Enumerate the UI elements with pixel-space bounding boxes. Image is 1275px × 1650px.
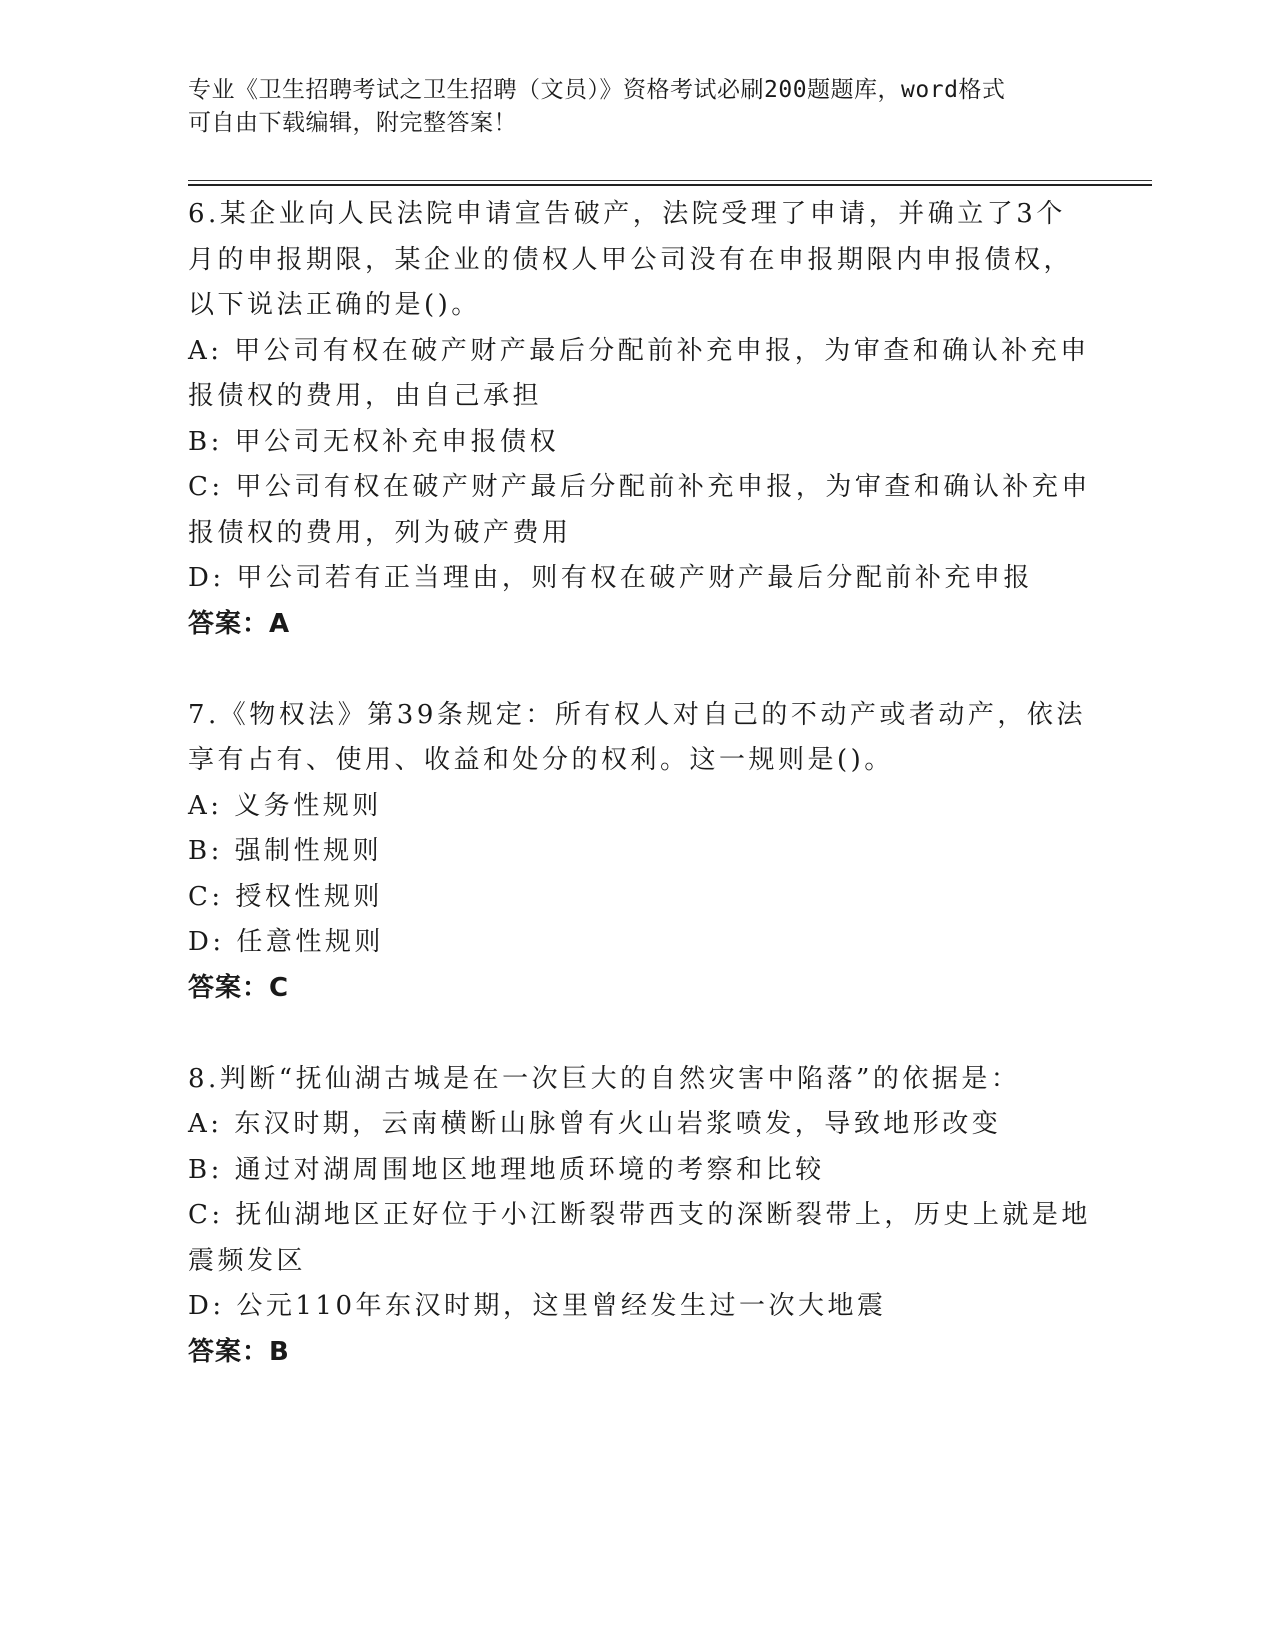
option-b: B: 甲公司无权补充申报债权	[188, 426, 560, 457]
header-divider-thin	[188, 180, 1152, 181]
question-spacer	[188, 647, 1088, 693]
question-7	[188, 693, 1088, 1012]
question-8	[188, 1057, 1091, 1376]
question-stem-line: 6.某企业向人民法院申请宣告破产，法院受理了申请，并确立了3个	[188, 199, 1066, 229]
answer: 答案：C	[188, 972, 290, 1003]
option-a: A: 甲公司有权在破产财产最后分配前补充申报，为审查和确认补充申	[188, 335, 1090, 366]
question-stem-line: 享有占有、使用、收益和处分的权利。这一规则是()。	[188, 745, 894, 775]
option-a: A: 义务性规则	[188, 790, 382, 821]
option-b: B: 通过对湖周围地区地理地质环境的考察和比较	[188, 1154, 825, 1185]
option-d: D: 公元110年东汉时期，这里曾经发生过一次大地震	[188, 1291, 887, 1321]
question-list	[188, 192, 1091, 1375]
document-header	[188, 74, 1068, 140]
question-stem-line: 月的申报期限，某企业的债权人甲公司没有在申报期限内申报债权，	[188, 244, 1074, 275]
header-divider-thick	[188, 184, 1152, 186]
option-d: D: 甲公司若有正当理由，则有权在破产财产最后分配前补充申报	[188, 563, 1033, 593]
option-a: A: 东汉时期，云南横断山脉曾有火山岩浆喷发，导致地形改变	[188, 1109, 1002, 1139]
question-stem-line: 以下说法正确的是()。	[188, 290, 481, 320]
answer: 答案：A	[188, 608, 291, 639]
option-b: B: 强制性规则	[188, 836, 383, 866]
option-c: C: 甲公司有权在破产财产最后分配前补充申报，为审查和确认补充申	[188, 472, 1091, 502]
question-stem-line: 7.《物权法》第39条规定：所有权人对自己的不动产或者动产，依法	[188, 699, 1086, 730]
answer: 答案：B	[188, 1336, 290, 1367]
question-spacer	[188, 1011, 1088, 1057]
header-title-line-1: 专业《卫生招聘考试之卫生招聘（文员）》资格考试必刷200题题库，word格式	[188, 77, 1006, 103]
option-c-continued: 报债权的费用，列为破产费用	[188, 517, 572, 548]
question-6	[188, 192, 1091, 647]
question-stem-line: 8.判断“抚仙湖古城是在一次巨大的自然灾害中陷落”的依据是：	[188, 1063, 1021, 1094]
option-c: C: 授权性规则	[188, 881, 383, 912]
option-c-continued: 震频发区	[188, 1245, 307, 1276]
option-a-continued: 报债权的费用，由自己承担	[188, 381, 543, 411]
option-d: D: 任意性规则	[188, 927, 384, 957]
header-title-line-2: 可自由下载编辑，附完整答案！	[188, 110, 517, 136]
option-c: C: 抚仙湖地区正好位于小江断裂带西支的深断裂带上，历史上就是地	[188, 1200, 1091, 1230]
